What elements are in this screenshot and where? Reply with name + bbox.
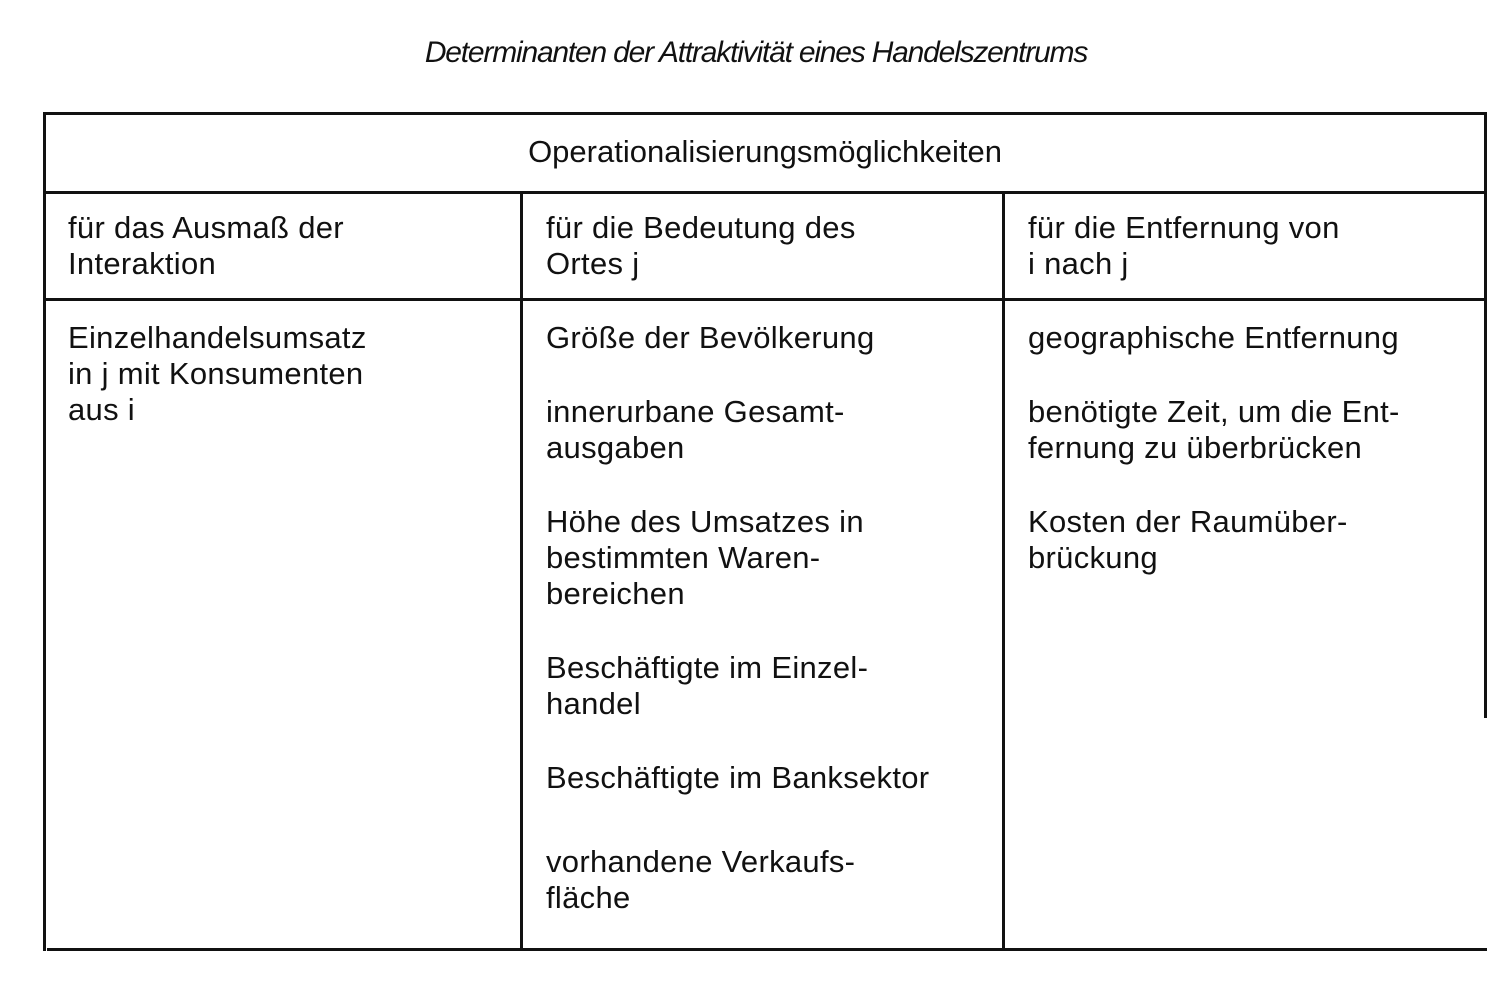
heading-line: i nach j — [1028, 246, 1129, 281]
item-line: Höhe des Umsatzes in — [546, 504, 864, 539]
column-heading-interaction — [68, 210, 508, 282]
list-item — [68, 320, 508, 428]
item-line: handel — [546, 686, 641, 721]
column-heading-distance — [1028, 210, 1483, 282]
list-item — [546, 650, 996, 722]
list-item — [546, 394, 996, 466]
list-item — [1028, 504, 1483, 576]
table-left-border — [43, 112, 46, 951]
item-line: fernung zu überbrücken — [1028, 430, 1363, 465]
table-header: Operationalisierungsmöglichkeiten — [528, 134, 1002, 169]
list-item — [1028, 320, 1483, 356]
item-line: bereichen — [546, 576, 685, 611]
table-top-border — [43, 112, 1487, 115]
item-line: geographische Entfernung — [1028, 320, 1399, 355]
header-divider — [43, 191, 1487, 194]
heading-line: Interaktion — [68, 246, 217, 281]
column-separator-1 — [520, 193, 523, 950]
item-line: Beschäftigte im Banksektor — [546, 760, 930, 795]
heading-line: für das Ausmaß der — [68, 210, 344, 245]
heading-line: Ortes j — [546, 246, 640, 281]
item-line: aus i — [68, 392, 135, 427]
column-separator-2 — [1002, 193, 1005, 950]
table-bottom-border — [47, 948, 1487, 951]
item-line: Beschäftigte im Einzel- — [546, 650, 869, 685]
item-line: fläche — [546, 880, 631, 915]
item-line: in j mit Konsumenten — [68, 356, 364, 391]
list-item — [546, 844, 996, 916]
item-line: Kosten der Raumüber- — [1028, 504, 1348, 539]
item-line: benötigte Zeit, um die Ent- — [1028, 394, 1400, 429]
column-heading-place-significance — [546, 210, 996, 282]
item-line: ausgaben — [546, 430, 685, 465]
item-line: vorhandene Verkaufs- — [546, 844, 856, 879]
list-item — [1028, 394, 1483, 466]
list-item — [546, 504, 996, 612]
heading-line: für die Bedeutung des — [546, 210, 856, 245]
heading-line: für die Entfernung von — [1028, 210, 1340, 245]
document-title: Determinanten der Attraktivität eines Handelszentrums — [424, 36, 1088, 69]
list-item — [546, 320, 996, 356]
column-heading-divider — [43, 298, 1487, 301]
item-line: innerurbane Gesamt- — [546, 394, 845, 429]
item-line: bestimmten Waren- — [546, 540, 821, 575]
item-line: Einzelhandelsumsatz — [68, 320, 367, 355]
column-body-distance — [1028, 320, 1483, 614]
item-line: brückung — [1028, 540, 1158, 575]
item-line: Größe der Bevölkerung — [546, 320, 875, 355]
column-body-interaction — [68, 320, 508, 428]
list-item — [546, 760, 996, 796]
column-body-place-significance — [546, 320, 996, 916]
